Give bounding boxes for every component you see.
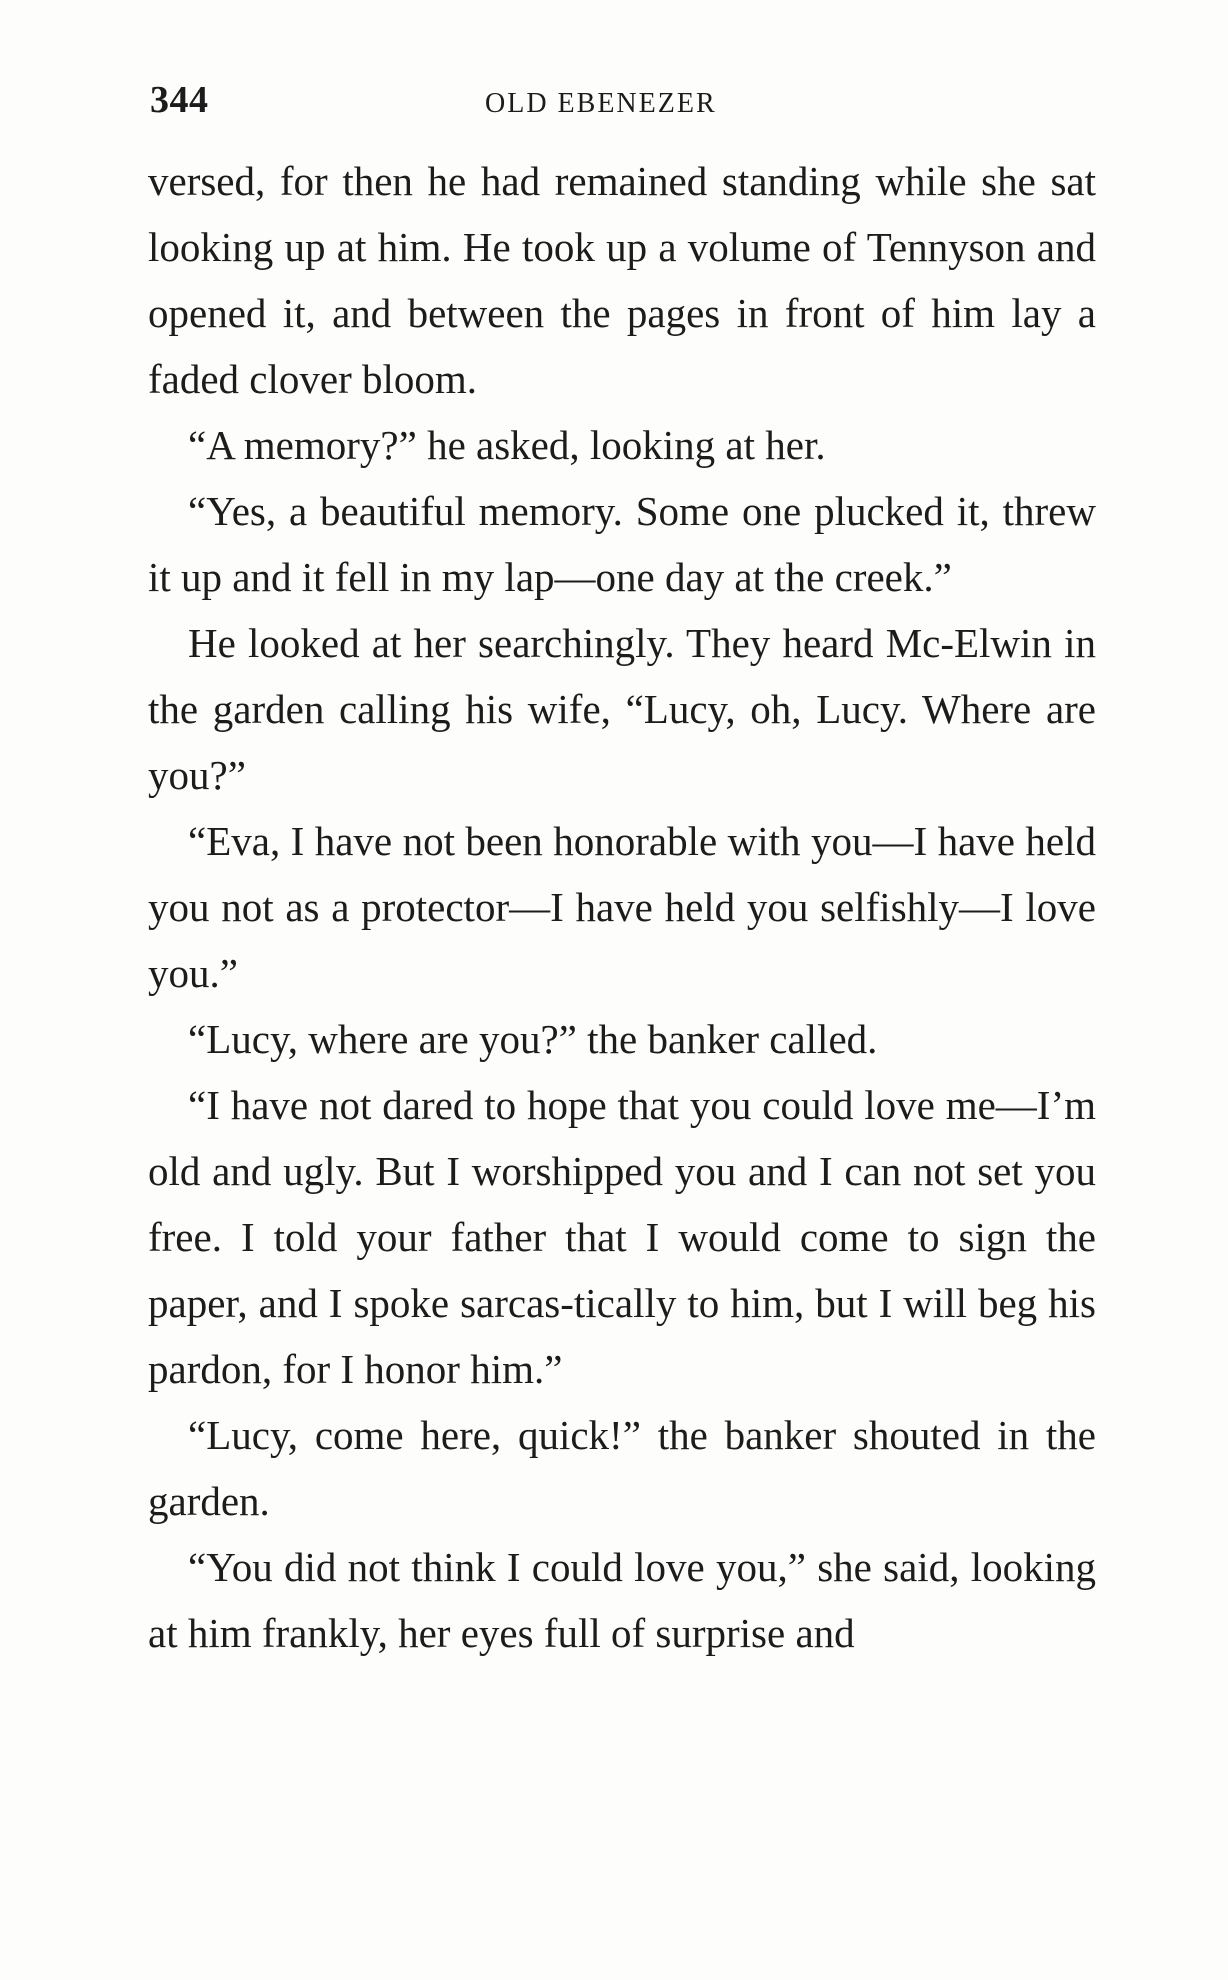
paragraph: “Eva, I have not been honorable with you—I have held you not as a protector—I have held you selfishly—I love you.” xyxy=(148,818,1096,996)
paragraph: “Lucy, where are you?” the banker called. xyxy=(188,1016,878,1062)
paragraph: “You did not think I could love you,” she said, looking at him frankly, her eyes full of surprise and xyxy=(148,1544,1096,1656)
paragraph: “Yes, a beautiful memory. Some one plucked it, threw it up and it fell in my lap—one day at the creek.” xyxy=(148,488,1096,600)
paragraph: He looked at her searchingly. They heard Mc-Elwin in the garden calling his wife, “Lucy, oh, Lucy. Where are you?” xyxy=(148,620,1096,798)
paragraph: versed, for then he had remained standing while she sat looking up at him. He took up a volume of Tennyson and opened it, and between the pages in front of him lay a faded clover bloom. xyxy=(148,158,1096,402)
page-number: 344 xyxy=(150,79,209,121)
paragraph: “I have not dared to hope that you could love me—I’m old and ugly. But I worshipped you and I can not set you free. I told your father that I would come to sign the paper, and I spoke sarcas-tically to him, but I will beg his pardon, for I honor him.” xyxy=(148,1082,1096,1392)
page-header xyxy=(150,72,1090,132)
paragraph: “A memory?” he asked, looking at her. xyxy=(188,422,826,468)
running-head: OLD EBENEZER xyxy=(485,88,717,119)
body-text xyxy=(148,148,1096,1666)
paragraph: “Lucy, come here, quick!” the banker shouted in the garden. xyxy=(148,1412,1096,1524)
